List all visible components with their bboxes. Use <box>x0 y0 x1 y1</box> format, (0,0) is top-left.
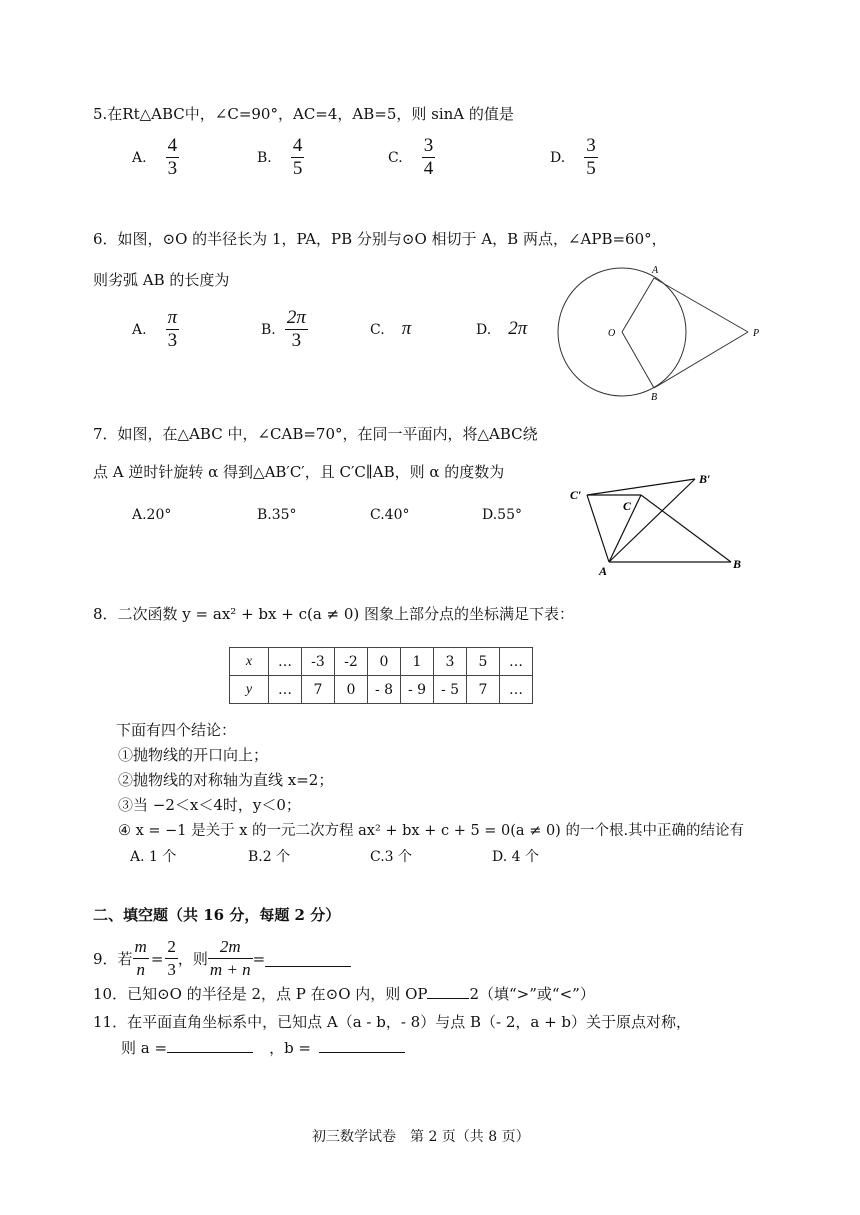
radius-ob <box>622 332 654 388</box>
q11-a-answer-blank[interactable] <box>167 1038 253 1053</box>
q8-option-b: B.2 个 <box>248 849 291 865</box>
q7-option-a: A.20° <box>132 507 172 523</box>
q11-line2: 则 a = ，b = <box>121 1038 405 1058</box>
q5-stem: 5.在Rt△ABC中，∠C=90°，AC=4，AB=5，则 sinA 的值是 <box>93 105 514 123</box>
circle-tangent-figure <box>550 258 770 408</box>
label-a: A <box>599 564 608 578</box>
table-header-y: y <box>230 676 269 704</box>
tangent-pa <box>654 278 748 332</box>
q9-frac-2m: $\frac{2m}{m + n}$ <box>209 937 251 979</box>
page-footer: 初三数学试卷 第 2 页（共 8 页） <box>312 1129 530 1145</box>
q8-conclusion-4: ④ x = −1 是关于 x 的一元二次方程 ax² + bx + c + 5 = 0(a ≠ 0) 的一个根.其中正确的结论有 <box>118 823 745 839</box>
q7-option-c: C.40° <box>370 507 410 523</box>
table-row-x: x … -3 -2 0 1 3 5 … <box>230 648 533 676</box>
q6-option-c: C. π <box>370 318 412 339</box>
label-a: A <box>652 265 659 276</box>
table-header-x: x <box>230 648 269 676</box>
rotation-triangle-figure <box>565 465 755 580</box>
label-o: O <box>608 328 616 339</box>
q7-stem-line2: 点 A 逆时针旋转 α 得到△AB′C′，且 C′C∥AB，则 α 的度数为 <box>93 463 505 481</box>
q7-option-b: B.35° <box>257 507 297 523</box>
q8-option-a: A. 1 个 <box>130 849 177 865</box>
q5-option-a: A. $\frac{4}{3}$ <box>132 135 178 179</box>
q5-option-c: C. $\frac{3}{4}$ <box>388 135 434 179</box>
q7-option-d: D.55° <box>482 507 522 523</box>
q8-option-d: D. 4 个 <box>492 849 539 865</box>
q9: 9．若 $\frac{m}{n}$ = $\frac{2}{3}$ ，则 $\frac{2m}{m + n}$ = <box>93 936 351 981</box>
q8-conclusion-1: ①抛物线的开口向上； <box>118 746 269 764</box>
q11-line1: 11．在平面直角坐标系中，已知点 A（a - b，- 8）与点 B（- 2，a + b）关于原点对称， <box>93 1013 692 1031</box>
label-b: B <box>733 557 742 571</box>
q8-intro: 下面有四个结论： <box>116 721 237 739</box>
q8-option-c: C.3 个 <box>370 849 413 865</box>
label-b-prime: B′ <box>699 472 711 486</box>
section-title: 二、填空题（共 16 分，每题 2 分） <box>93 906 341 924</box>
q6-option-b: B. $\frac{2\pi}{3}$ <box>261 307 306 351</box>
q6-stem-line2: 则劣弧 AB 的长度为 <box>93 271 230 289</box>
q5-option-d: D. $\frac{3}{5}$ <box>550 135 596 179</box>
q6-option-a: A. $\frac{\pi}{3}$ <box>132 307 178 351</box>
label-c-prime: C′ <box>570 488 582 502</box>
q10-answer-blank[interactable] <box>427 984 469 999</box>
q7-stem-line1: 7．如图，在△ABC 中，∠CAB=70°，在同一平面内，将△ABC绕 <box>93 425 538 443</box>
label-c: C <box>623 499 632 513</box>
q8-value-table <box>229 647 533 704</box>
q5-option-b: B. $\frac{4}{5}$ <box>257 135 303 179</box>
label-p: P <box>753 328 760 339</box>
q6-option-d: D. 2π <box>476 318 528 339</box>
tangent-pb <box>654 332 748 388</box>
radius-oa <box>622 278 654 332</box>
q8-conclusion-2: ②抛物线的对称轴为直线 x=2； <box>118 771 334 789</box>
label-b: B <box>651 392 658 403</box>
q6-stem-line1: 6．如图，⊙O 的半径长为 1，PA，PB 分别与⊙O 相切于 A，B 两点，∠APB=60°， <box>93 230 667 248</box>
q9-frac-2-3: $\frac{2}{3}$ <box>167 937 176 979</box>
q9-answer-blank[interactable] <box>265 950 351 967</box>
q10: 10．已知⊙O 的半径是 2，点 P 在⊙O 内，则 OP 2（填“>”或“<”） <box>93 985 595 1003</box>
q11-b-answer-blank[interactable] <box>319 1038 405 1053</box>
q8-stem: 8．二次函数 y = ax² + bx + c(a ≠ 0) 图象上部分点的坐标满足下表： <box>93 605 575 623</box>
q8-conclusion-3: ③当 −2＜x＜4时，y＜0； <box>118 796 301 814</box>
table-row-y: y … 7 0 - 8 - 9 - 5 7 … <box>230 676 533 704</box>
q9-frac-m-n: $\frac{m}{n}$ <box>134 937 147 979</box>
